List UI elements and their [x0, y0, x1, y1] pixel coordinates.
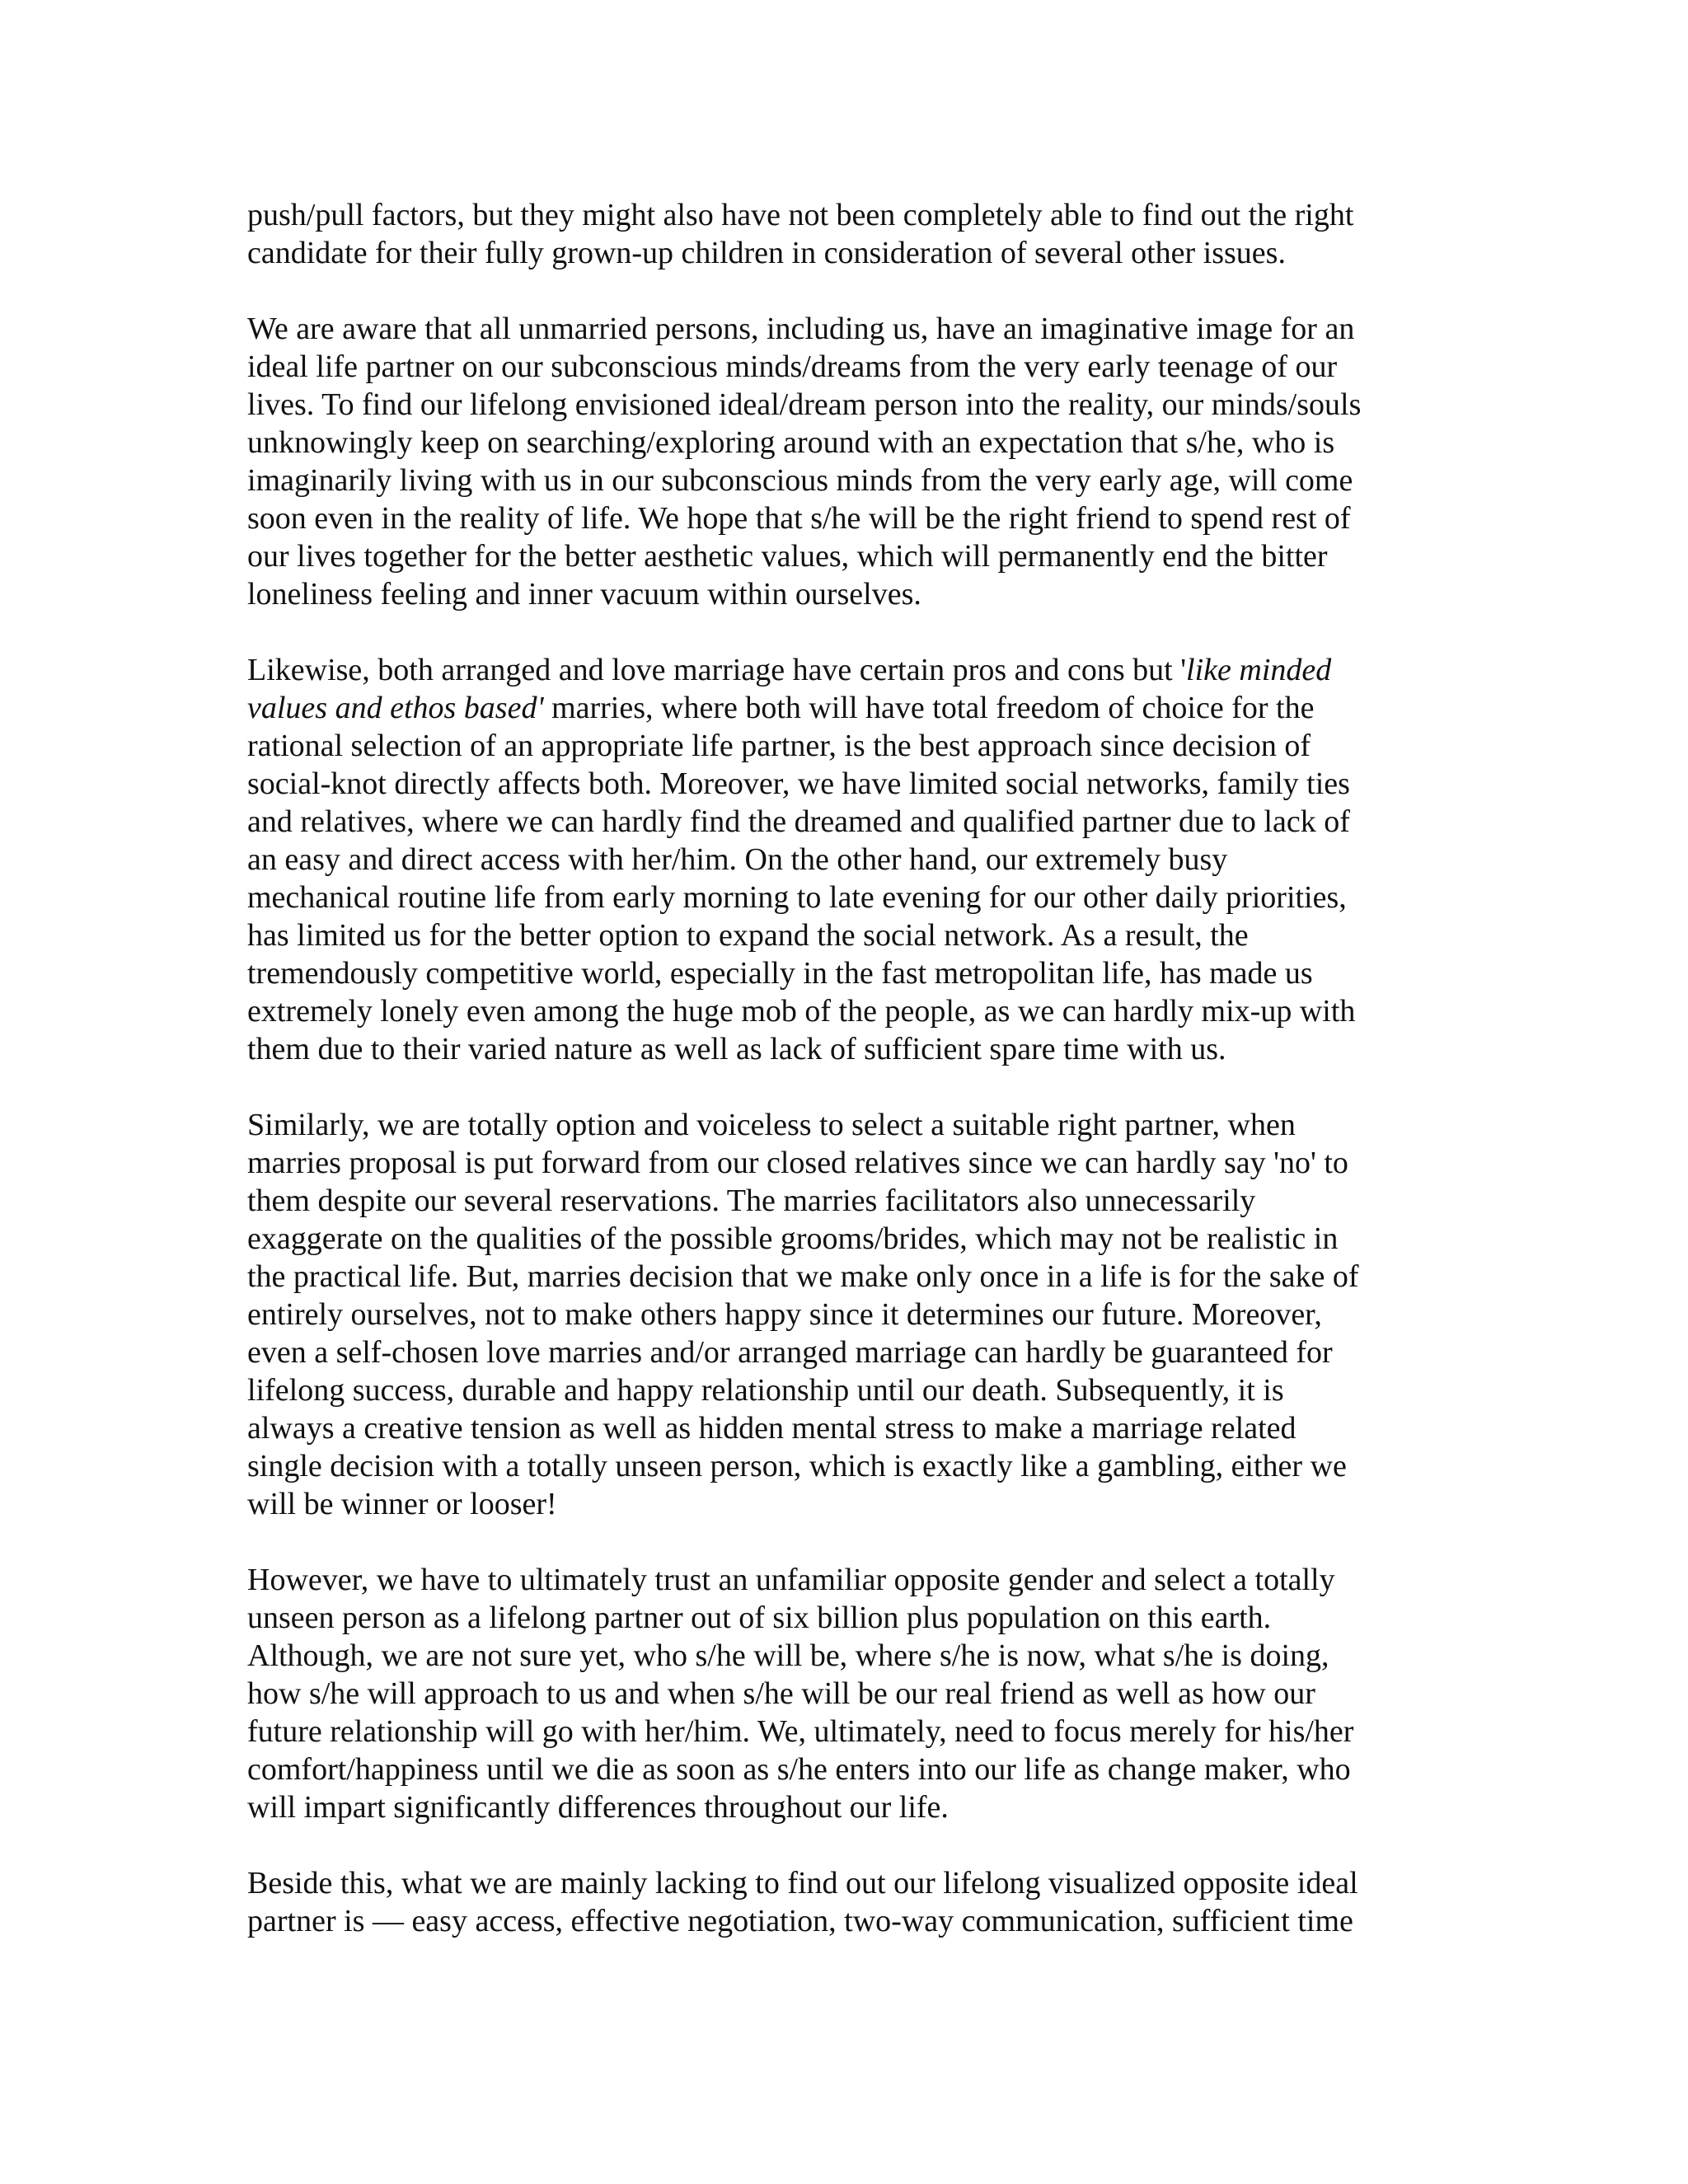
text-line: ideal life partner on our subconscious minds/dreams from the very early teenage of our	[247, 349, 1338, 384]
paragraph-1	[247, 196, 1442, 272]
text-line: mechanical routine life from early morning to late evening for our other daily priorities,	[247, 880, 1347, 915]
text-line: our lives together for the better aesthetic values, which will permanently end the bitter	[247, 539, 1328, 574]
text-line: lifelong success, durable and happy relationship until our death. Subsequently, it is	[247, 1373, 1284, 1408]
document-page	[247, 196, 1442, 1940]
paragraph-5	[247, 1561, 1442, 1826]
text-line: entirely ourselves, not to make others happy since it determines our future. Moreover,	[247, 1297, 1322, 1332]
text-line: even a self-chosen love marries and/or arranged marriage can hardly be guaranteed for	[247, 1335, 1333, 1370]
text-line: unseen person as a lifelong partner out of six billion plus population on this earth.	[247, 1601, 1272, 1635]
text-line: tremendously competitive world, especially in the fast metropolitan life, has made us	[247, 956, 1313, 991]
text-line: future relationship will go with her/him. We, ultimately, need to focus merely for his/her	[247, 1714, 1354, 1749]
text-line: marries proposal is put forward from our closed relatives since we can hardly say 'no' to	[247, 1146, 1348, 1180]
paragraph-6	[247, 1864, 1442, 1940]
text-line: push/pull factors, but they might also have not been completely able to find out the right	[247, 198, 1354, 232]
text-line: candidate for their fully grown-up children in consideration of several other issues.	[247, 236, 1286, 270]
italic-text: like minded	[1186, 653, 1332, 687]
text-line: always a creative tension as well as hidden mental stress to make a marriage related	[247, 1411, 1296, 1446]
text-line: them due to their varied nature as well as lack of sufficient spare time with us.	[247, 1032, 1226, 1066]
text-line: Although, we are not sure yet, who s/he will be, where s/he is now, what s/he is doing,	[247, 1638, 1329, 1673]
text-run: marries, where both will have total freedom of choice for the	[543, 691, 1315, 725]
text-line	[247, 651, 1442, 689]
text-run: Likewise, both arranged and love marriage have certain pros and cons but '	[247, 653, 1187, 687]
text-line: and relatives, where we can hardly find the dreamed and qualified partner due to lack of	[247, 804, 1350, 839]
text-line: Beside this, what we are mainly lacking to find out our lifelong visualized opposite ideal	[247, 1866, 1358, 1900]
text-line: comfort/happiness until we die as soon as s/he enters into our life as change maker, who	[247, 1752, 1351, 1787]
text-line: will impart significantly differences throughout our life.	[247, 1790, 949, 1825]
paragraph-2	[247, 310, 1442, 613]
text-line: unknowingly keep on searching/exploring around with an expectation that s/he, who is	[247, 425, 1335, 460]
paragraph-3	[247, 651, 1442, 1068]
text-line: the practical life. But, marries decision that we make only once in a life is for the sake of	[247, 1259, 1359, 1294]
text-line: loneliness feeling and inner vacuum within ourselves.	[247, 577, 921, 612]
text-line: Similarly, we are totally option and voiceless to select a suitable right partner, when	[247, 1108, 1296, 1142]
text-line: soon even in the reality of life. We hope that s/he will be the right friend to spend rest of	[247, 501, 1351, 536]
text-line: lives. To find our lifelong envisioned ideal/dream person into the reality, our minds/souls	[247, 387, 1362, 422]
text-line: single decision with a totally unseen person, which is exactly like a gambling, either we	[247, 1449, 1347, 1483]
text-line: partner is — easy access, effective negotiation, two-way communication, sufficient time	[247, 1904, 1353, 1938]
text-line: We are aware that all unmarried persons, including us, have an imaginative image for an	[247, 312, 1355, 346]
italic-text: values and ethos based'	[247, 691, 544, 725]
text-line: extremely lonely even among the huge mob of the people, as we can hardly mix-up with	[247, 994, 1356, 1029]
text-line: rational selection of an appropriate life partner, is the best approach since decision of	[247, 729, 1311, 763]
text-line: has limited us for the better option to expand the social network. As a result, the	[247, 918, 1249, 953]
text-line: an easy and direct access with her/him. On the other hand, our extremely busy	[247, 842, 1228, 877]
text-line: imaginarily living with us in our subconscious minds from the very early age, will come	[247, 463, 1353, 498]
paragraph-4	[247, 1106, 1442, 1523]
text-line	[247, 689, 1442, 727]
text-line: how s/he will approach to us and when s/he will be our real friend as well as how our	[247, 1676, 1315, 1711]
text-line: will be winner or looser!	[247, 1487, 557, 1521]
text-line: exaggerate on the qualities of the possible grooms/brides, which may not be realistic in	[247, 1221, 1339, 1256]
text-line: However, we have to ultimately trust an unfamiliar opposite gender and select a totally	[247, 1563, 1335, 1597]
text-line: social-knot directly affects both. Moreover, we have limited social networks, family ties	[247, 766, 1350, 801]
text-line: them despite our several reservations. The marries facilitators also unnecessarily	[247, 1183, 1256, 1218]
